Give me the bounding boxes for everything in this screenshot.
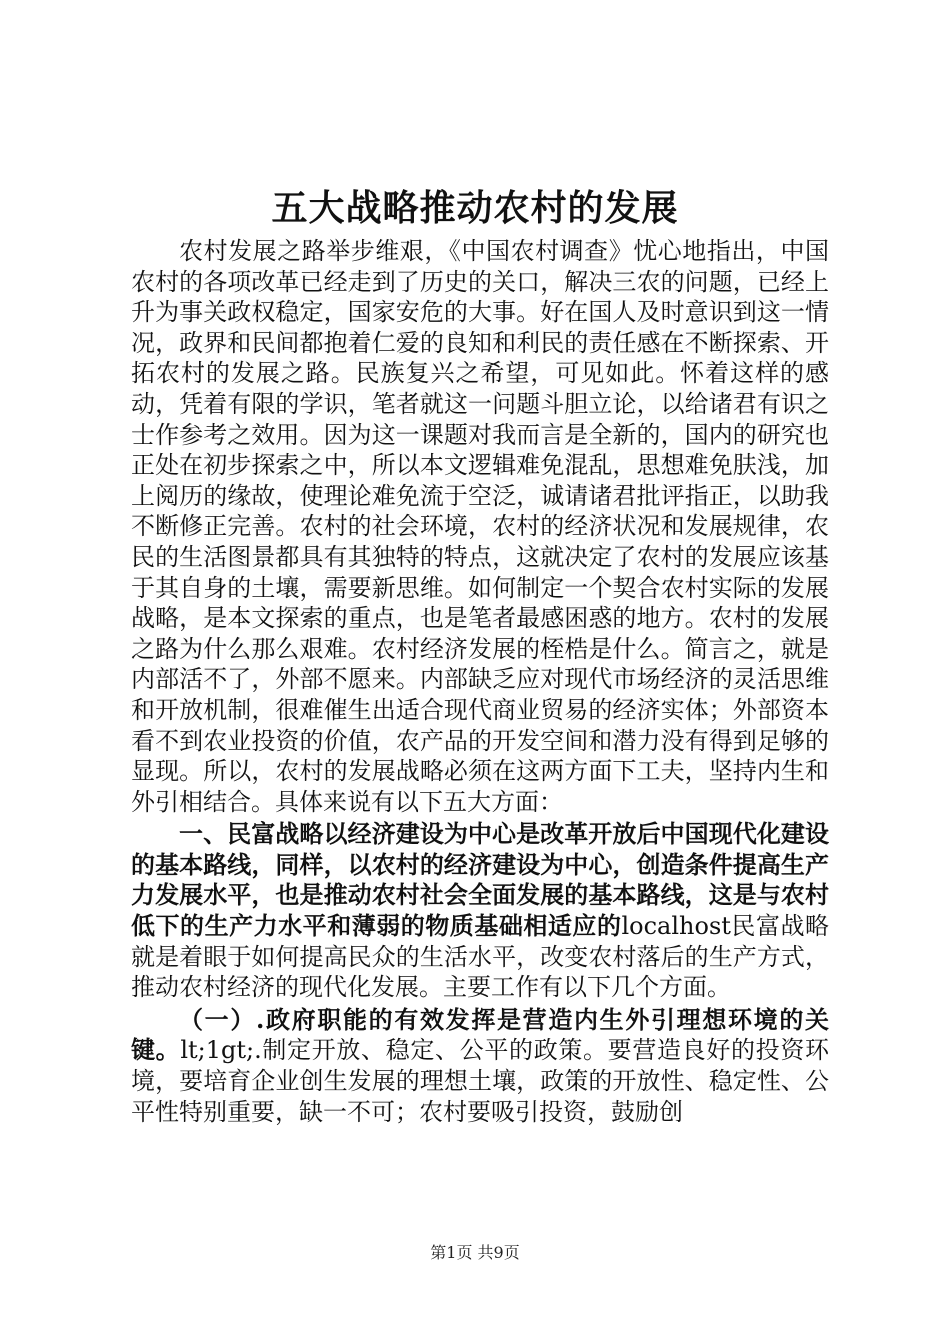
page-number-footer: 第1页 共9页 <box>430 1243 520 1262</box>
section-1-paragraph <box>131 819 829 1003</box>
section-1-body: localhost民富战略就是着眼于如何提高民众的生活水平，改变农村落后的生产方式，推动农村经济的现代化发展。主要工作有以下几个方面。 <box>131 912 829 1002</box>
document-title: 五大战略推动农村的发展 <box>271 187 679 229</box>
document-body <box>131 236 829 1127</box>
intro-paragraph: 农村发展之路举步维艰，《中国农村调查》忧心地指出，中国农村的各项改革已经走到了历史的关口，解决三农的问题，已经上升为事关政权稳定，国家安危的大事。好在国人及时意识到这一情况，政界和民间都抱着仁爱的良知和利民的责任感在不断探索、开拓农村的发展之路。民族复兴之希望，可见如此。怀着这样的感动，凭着有限的学识，笔者就这一问题斗胆立论，以给诸君有识之士作参考之效用。因为这一课题对我而言是全新的，国内的研究也正处在初步探索之中，所以本文逻辑难免混乱，思想难免肤浅，加上阅历的缘故，使理论难免流于空泛，诚请诸君批评指正，以助我不断修正完善。农村的社会环境，农村的经济状况和发展规律，农民的生活图景都具有其独特的特点，这就决定了农村的发展应该基于其自身的土壤，需要新思维。如何制定一个契合农村实际的发展战略，是本文探索的重点，也是笔者最感困惑的地方。农村的发展之路为什么那么艰难。农村经济发展的桎梏是什么。简言之，就是内部活不了，外部不愿来。内部缺乏应对现代市场经济的灵活思维和开放机制，很难催生出适合现代商业贸易的经济实体；外部资本看不到农业投资的价值，农产品的开发空间和潜力没有得到足够的显现。所以，农村的发展战略必须在这两方面下工夫，坚持内生和外引相结合。具体来说有以下五大方面： <box>131 237 829 816</box>
subsection-1-paragraph <box>131 1005 829 1127</box>
section-1-heading: 一、民富战略以经济建设为中心是改革开放后中国现代化建设的基本路线，同样，以农村的经济建设为中心，创造条件提高生产力发展水平，也是推动农村社会全面发展的基本路线，这是与农村低下的生产力水平和薄弱的物质基础相适应的 <box>131 819 829 941</box>
subsection-1-heading: （一）.政府职能的有效发挥是营造内生外引理想环境的关键。 <box>131 1004 829 1065</box>
subsection-1-body: lt;1gt;.制定开放、稳定、公平的政策。要营造良好的投资环境，要培育企业创生发展的理想土壤，政策的开放性、稳定性、公平性特别重要，缺一不可；农村要吸引投资，鼓励创 <box>131 1036 829 1126</box>
